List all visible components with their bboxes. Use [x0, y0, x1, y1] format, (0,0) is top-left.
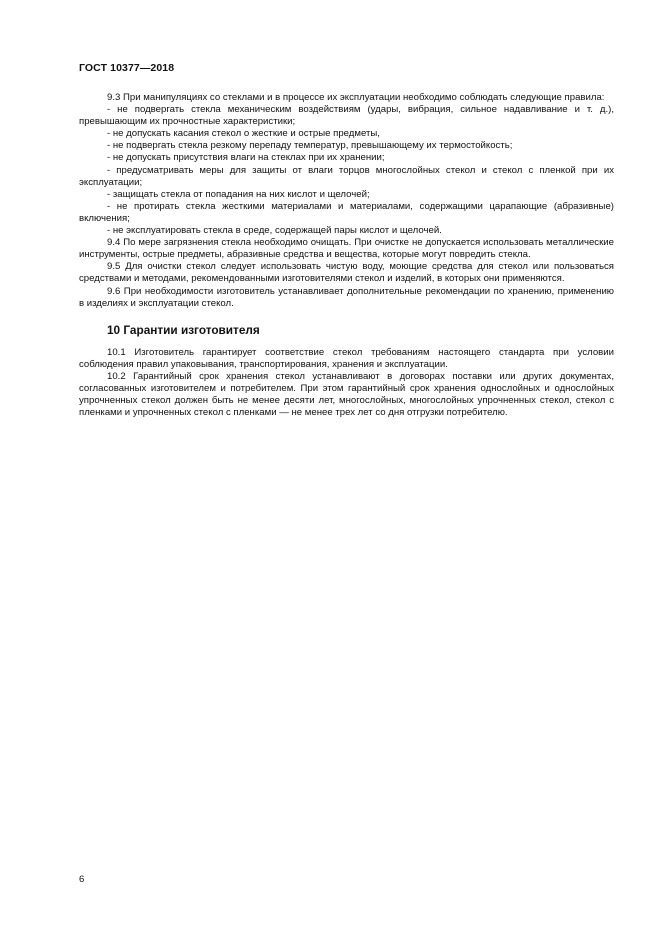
rule-item: - не допускать касания стекол о жесткие и острые предметы,: [107, 128, 380, 140]
page-header: ГОСТ 10377—2018: [79, 62, 175, 74]
paragraph-9-6: 9.6 При необходимости изготовитель устанавливает дополнительные рекомендации по хранению, применению в изделиях и эксплуатации стекол.: [79, 285, 614, 309]
paragraph-9-4: 9.4 По мере загрязнения стекла необходимо очищать. При очистке не допускается использовать металлические инструменты, острые предметы, абразивные средства и вещества, которые могут повредить стекла.: [79, 237, 614, 261]
rule-item: - не протирать стекла жесткими материалами и материалами, содержащими царапающие (абразивные) включения;: [79, 200, 614, 224]
rule-item: - не подвергать стекла резкому перепаду температур, превышающему их термостойкость;: [107, 140, 513, 152]
page-content: [79, 92, 614, 419]
paragraph-10-1: 10.1 Изготовитель гарантирует соответствие стекол требованиям настоящего стандарта при условии соблюдения правил упаковывания, транспортирования, хранения и эксплуатации.: [79, 346, 614, 370]
paragraph-9-5: 9.5 Для очистки стекол следует использовать чистую воду, моющие средства для стекол или пользоваться средствами и методами, рекомендованными изготовителями стекол и изделий, в которых они применяются.: [79, 261, 614, 285]
page-number: 6: [79, 874, 85, 885]
section-10-body: [79, 347, 614, 420]
section-10-heading: 10 Гарантии изготовителя: [107, 322, 260, 337]
rule-item: - не допускать присутствия влаги на стеклах при их хранении;: [107, 152, 385, 164]
paragraph-10-2: 10.2 Гарантийный срок хранения стекол устанавливают в договорах поставки или других документах, согласованных изготовителем и потребителем. При этом гарантийный срок хранения однослойных и однослойных упрочненных стекол должен быть не менее десяти лет, многослойных, многослойных упрочненных стекол, стекол с пленками и упрочненных стекол с пленками — не менее трех лет со дня отгрузки потребителю.: [79, 370, 614, 419]
rule-item: - не подвергать стекла механическим воздействиям (удары, вибрация, сильное надавливание и т. д.), превышающим их прочностные характеристики;: [79, 104, 614, 128]
rule-item: - защищать стекла от попадания на них кислот и щелочей;: [107, 188, 370, 200]
paragraph-9-3: 9.3 При манипуляциях со стеклами и в процессе их эксплуатации необходимо соблюдать следующие правила:: [107, 92, 605, 103]
section-9-body: [79, 92, 614, 310]
rule-item: - не эксплуатировать стекла в среде, содержащей пары кислот и щелочей.: [107, 225, 442, 237]
rule-item: - предусматривать меры для защиты от влаги торцов многослойных стекол и стекол с пленкой при их эксплуатации;: [79, 164, 614, 188]
